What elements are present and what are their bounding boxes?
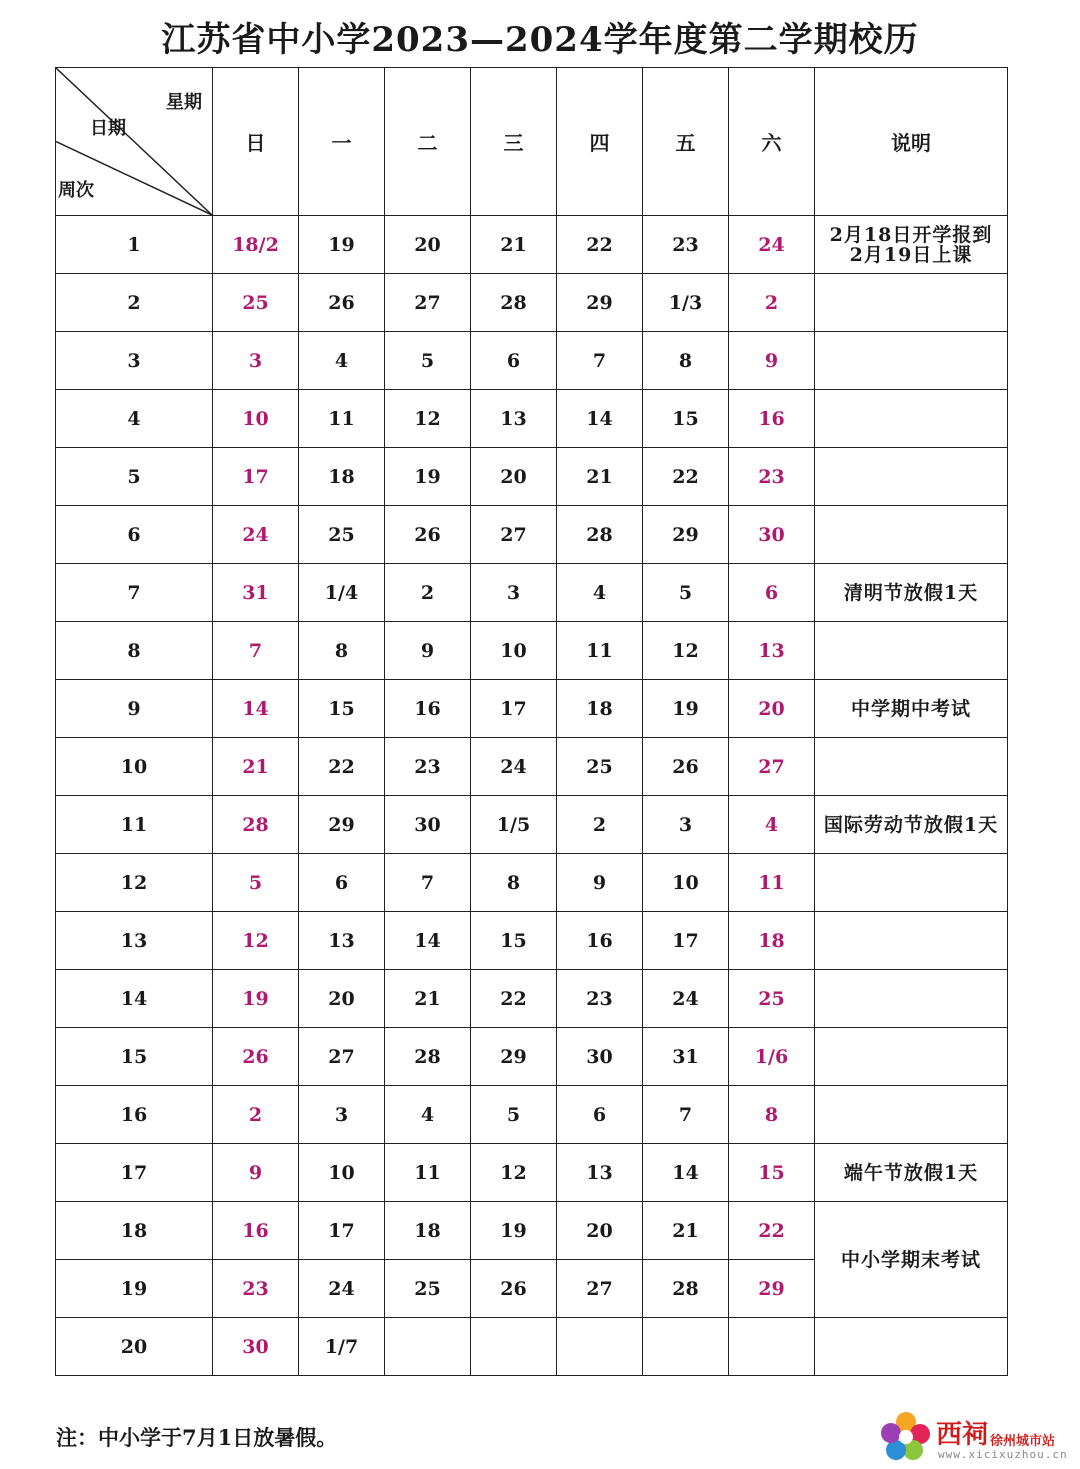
- week-row: [56, 854, 1008, 912]
- date-cell-sat: 20: [729, 680, 815, 738]
- date-cell-fri: 1/3: [643, 274, 729, 332]
- page-title: 江苏省中小学2023—2024学年度第二学期校历: [161, 20, 919, 60]
- date-cell-fri: 22: [643, 448, 729, 506]
- week-number-cell: 9: [56, 680, 213, 738]
- header-day-fri: 五: [643, 68, 729, 216]
- date-cell-sun: 26: [213, 1028, 299, 1086]
- date-cell-thu: 7: [557, 332, 643, 390]
- date-cell-sun: 5: [213, 854, 299, 912]
- flower-logo-icon: [878, 1408, 934, 1464]
- date-cell-sat: 29: [729, 1260, 815, 1318]
- header-day-thu: 四: [557, 68, 643, 216]
- date-cell-sat: [729, 1318, 815, 1376]
- footer-note: 注：中小学于7月1日放暑假。: [56, 1425, 338, 1450]
- week-number-cell: 20: [56, 1318, 213, 1376]
- date-cell-thu: 14: [557, 390, 643, 448]
- date-cell-tue: 12: [385, 390, 471, 448]
- date-cell-wed: 19: [471, 1202, 557, 1260]
- date-cell-mon: 15: [299, 680, 385, 738]
- date-cell-mon: 29: [299, 796, 385, 854]
- date-cell-sun: 30: [213, 1318, 299, 1376]
- date-cell-wed: 29: [471, 1028, 557, 1086]
- date-cell-tue: [385, 1318, 471, 1376]
- watermark: [878, 1408, 1073, 1464]
- week-row: [56, 1086, 1008, 1144]
- date-cell-mon: 4: [299, 332, 385, 390]
- date-cell-sat: 22: [729, 1202, 815, 1260]
- week-number-cell: 17: [56, 1144, 213, 1202]
- date-cell-sat: 24: [729, 216, 815, 274]
- week-row: [56, 796, 1008, 854]
- date-cell-tue: 26: [385, 506, 471, 564]
- date-cell-mon: 1/4: [299, 564, 385, 622]
- date-cell-sat: 9: [729, 332, 815, 390]
- date-cell-fri: 21: [643, 1202, 729, 1260]
- week-row: [56, 448, 1008, 506]
- date-cell-thu: 23: [557, 970, 643, 1028]
- date-cell-tue: 25: [385, 1260, 471, 1318]
- week-number-cell: 1: [56, 216, 213, 274]
- week-number-cell: 8: [56, 622, 213, 680]
- date-cell-mon: 1/7: [299, 1318, 385, 1376]
- week-number-cell: 15: [56, 1028, 213, 1086]
- date-cell-wed: 27: [471, 506, 557, 564]
- date-cell-fri: 5: [643, 564, 729, 622]
- date-cell-wed: 3: [471, 564, 557, 622]
- note-cell: [815, 274, 1008, 332]
- date-cell-mon: 13: [299, 912, 385, 970]
- week-number-cell: 2: [56, 274, 213, 332]
- week-number-cell: 4: [56, 390, 213, 448]
- date-cell-sun: 7: [213, 622, 299, 680]
- week-number-cell: 13: [56, 912, 213, 970]
- date-cell-sun: 23: [213, 1260, 299, 1318]
- note-cell: [815, 1028, 1008, 1086]
- corner-date-label: 日期: [90, 118, 126, 139]
- date-cell-mon: 17: [299, 1202, 385, 1260]
- week-row: [56, 738, 1008, 796]
- date-cell-sat: 27: [729, 738, 815, 796]
- week-number-cell: 14: [56, 970, 213, 1028]
- corner-header-cell: [56, 68, 213, 216]
- date-cell-wed: 22: [471, 970, 557, 1028]
- date-cell-fri: 17: [643, 912, 729, 970]
- note-cell: [815, 506, 1008, 564]
- date-cell-fri: 14: [643, 1144, 729, 1202]
- date-cell-tue: 11: [385, 1144, 471, 1202]
- week-number-cell: 6: [56, 506, 213, 564]
- header-day-sun: 日: [213, 68, 299, 216]
- date-cell-fri: 28: [643, 1260, 729, 1318]
- week-row: [56, 912, 1008, 970]
- date-cell-sat: 15: [729, 1144, 815, 1202]
- week-number-cell: 18: [56, 1202, 213, 1260]
- week-number-cell: 10: [56, 738, 213, 796]
- date-cell-thu: 6: [557, 1086, 643, 1144]
- date-cell-wed: 5: [471, 1086, 557, 1144]
- date-cell-tue: 4: [385, 1086, 471, 1144]
- date-cell-fri: 29: [643, 506, 729, 564]
- date-cell-mon: 11: [299, 390, 385, 448]
- date-cell-wed: [471, 1318, 557, 1376]
- date-cell-thu: [557, 1318, 643, 1376]
- corner-weeknum-label: 周次: [58, 180, 94, 201]
- date-cell-fri: 31: [643, 1028, 729, 1086]
- date-cell-thu: 28: [557, 506, 643, 564]
- date-cell-thu: 18: [557, 680, 643, 738]
- date-cell-sun: 10: [213, 390, 299, 448]
- date-cell-fri: 12: [643, 622, 729, 680]
- date-cell-mon: 6: [299, 854, 385, 912]
- date-cell-mon: 24: [299, 1260, 385, 1318]
- date-cell-wed: 26: [471, 1260, 557, 1318]
- note-line: 2月19日上课: [849, 243, 973, 266]
- date-cell-thu: 2: [557, 796, 643, 854]
- date-cell-tue: 20: [385, 216, 471, 274]
- date-cell-sun: 19: [213, 970, 299, 1028]
- date-cell-tue: 16: [385, 680, 471, 738]
- note-line: 2月18日开学报到: [829, 223, 993, 246]
- date-cell-tue: 30: [385, 796, 471, 854]
- date-cell-fri: 8: [643, 332, 729, 390]
- week-row: [56, 1202, 1008, 1260]
- date-cell-sat: 2: [729, 274, 815, 332]
- week-number-cell: 16: [56, 1086, 213, 1144]
- note-cell: [815, 390, 1008, 448]
- date-cell-sat: 18: [729, 912, 815, 970]
- note-cell: [815, 448, 1008, 506]
- note-cell: [815, 216, 1008, 274]
- date-cell-sun: 28: [213, 796, 299, 854]
- date-cell-tue: 9: [385, 622, 471, 680]
- date-cell-tue: 18: [385, 1202, 471, 1260]
- note-cell: [815, 970, 1008, 1028]
- note-cell: [815, 1318, 1008, 1376]
- date-cell-mon: 18: [299, 448, 385, 506]
- date-cell-sun: 18/2: [213, 216, 299, 274]
- date-cell-mon: 20: [299, 970, 385, 1028]
- date-cell-fri: 10: [643, 854, 729, 912]
- date-cell-wed: 12: [471, 1144, 557, 1202]
- header-day-sat: 六: [729, 68, 815, 216]
- date-cell-thu: 21: [557, 448, 643, 506]
- week-number-cell: 11: [56, 796, 213, 854]
- date-cell-sun: 31: [213, 564, 299, 622]
- note-cell: [815, 1086, 1008, 1144]
- date-cell-sat: 23: [729, 448, 815, 506]
- week-row: [56, 1318, 1008, 1376]
- date-cell-tue: 5: [385, 332, 471, 390]
- note-cell: 中小学期末考试: [815, 1202, 1008, 1318]
- date-cell-fri: 19: [643, 680, 729, 738]
- week-row: [56, 274, 1008, 332]
- date-cell-sun: 12: [213, 912, 299, 970]
- date-cell-thu: 30: [557, 1028, 643, 1086]
- date-cell-wed: 28: [471, 274, 557, 332]
- date-cell-sat: 13: [729, 622, 815, 680]
- week-number-cell: 5: [56, 448, 213, 506]
- date-cell-sat: 16: [729, 390, 815, 448]
- note-cell: [815, 912, 1008, 970]
- date-cell-wed: 21: [471, 216, 557, 274]
- date-cell-fri: 15: [643, 390, 729, 448]
- date-cell-sun: 25: [213, 274, 299, 332]
- date-cell-thu: 4: [557, 564, 643, 622]
- week-row: [56, 390, 1008, 448]
- date-cell-fri: 23: [643, 216, 729, 274]
- date-cell-mon: 27: [299, 1028, 385, 1086]
- week-row: [56, 1144, 1008, 1202]
- header-note: 说明: [815, 68, 1008, 216]
- date-cell-sat: 25: [729, 970, 815, 1028]
- date-cell-wed: 24: [471, 738, 557, 796]
- date-cell-tue: 19: [385, 448, 471, 506]
- week-row: [56, 970, 1008, 1028]
- date-cell-mon: 22: [299, 738, 385, 796]
- watermark-url: www.xicixuzhou.cn: [938, 1448, 1068, 1461]
- date-cell-mon: 3: [299, 1086, 385, 1144]
- date-cell-sun: 14: [213, 680, 299, 738]
- date-cell-sun: 17: [213, 448, 299, 506]
- date-cell-mon: 10: [299, 1144, 385, 1202]
- date-cell-sat: 6: [729, 564, 815, 622]
- date-cell-sat: 1/6: [729, 1028, 815, 1086]
- week-number-cell: 19: [56, 1260, 213, 1318]
- table-header-row: [56, 68, 1008, 216]
- date-cell-wed: 6: [471, 332, 557, 390]
- corner-week-label: 星期: [166, 92, 202, 113]
- date-cell-fri: 3: [643, 796, 729, 854]
- date-cell-tue: 28: [385, 1028, 471, 1086]
- header-day-wed: 三: [471, 68, 557, 216]
- date-cell-sat: 4: [729, 796, 815, 854]
- week-row: [56, 332, 1008, 390]
- date-cell-wed: 1/5: [471, 796, 557, 854]
- week-row: [56, 216, 1008, 274]
- date-cell-thu: 27: [557, 1260, 643, 1318]
- date-cell-thu: 16: [557, 912, 643, 970]
- date-cell-wed: 8: [471, 854, 557, 912]
- date-cell-sun: 3: [213, 332, 299, 390]
- date-cell-tue: 2: [385, 564, 471, 622]
- date-cell-sat: 11: [729, 854, 815, 912]
- date-cell-wed: 17: [471, 680, 557, 738]
- week-row: [56, 1028, 1008, 1086]
- date-cell-wed: 15: [471, 912, 557, 970]
- date-cell-tue: 27: [385, 274, 471, 332]
- week-row: [56, 680, 1008, 738]
- date-cell-sun: 21: [213, 738, 299, 796]
- header-day-mon: 一: [299, 68, 385, 216]
- note-cell: [815, 738, 1008, 796]
- week-row: [56, 506, 1008, 564]
- date-cell-tue: 21: [385, 970, 471, 1028]
- date-cell-mon: 25: [299, 506, 385, 564]
- date-cell-thu: 13: [557, 1144, 643, 1202]
- note-cell: [815, 854, 1008, 912]
- watermark-brand: 西祠: [936, 1420, 989, 1450]
- date-cell-tue: 23: [385, 738, 471, 796]
- date-cell-sat: 8: [729, 1086, 815, 1144]
- date-cell-wed: 13: [471, 390, 557, 448]
- school-calendar-table: [55, 67, 1008, 1376]
- header-day-tue: 二: [385, 68, 471, 216]
- date-cell-thu: 22: [557, 216, 643, 274]
- date-cell-wed: 10: [471, 622, 557, 680]
- date-cell-mon: 26: [299, 274, 385, 332]
- date-cell-thu: 29: [557, 274, 643, 332]
- date-cell-wed: 20: [471, 448, 557, 506]
- watermark-site: 徐州城市站: [990, 1434, 1056, 1449]
- date-cell-sun: 2: [213, 1086, 299, 1144]
- date-cell-thu: 20: [557, 1202, 643, 1260]
- date-cell-thu: 11: [557, 622, 643, 680]
- date-cell-mon: 8: [299, 622, 385, 680]
- note-cell: [815, 332, 1008, 390]
- date-cell-sun: 9: [213, 1144, 299, 1202]
- date-cell-fri: [643, 1318, 729, 1376]
- note-cell: 端午节放假1天: [815, 1144, 1008, 1202]
- week-row: [56, 564, 1008, 622]
- date-cell-sat: 30: [729, 506, 815, 564]
- date-cell-mon: 19: [299, 216, 385, 274]
- date-cell-fri: 26: [643, 738, 729, 796]
- date-cell-fri: 7: [643, 1086, 729, 1144]
- date-cell-thu: 9: [557, 854, 643, 912]
- note-cell: [815, 622, 1008, 680]
- note-cell: 国际劳动节放假1天: [815, 796, 1008, 854]
- week-number-cell: 12: [56, 854, 213, 912]
- week-row: [56, 622, 1008, 680]
- date-cell-tue: 14: [385, 912, 471, 970]
- date-cell-sun: 16: [213, 1202, 299, 1260]
- note-cell: 清明节放假1天: [815, 564, 1008, 622]
- week-number-cell: 3: [56, 332, 213, 390]
- date-cell-fri: 24: [643, 970, 729, 1028]
- date-cell-tue: 7: [385, 854, 471, 912]
- date-cell-sun: 24: [213, 506, 299, 564]
- note-cell: 中学期中考试: [815, 680, 1008, 738]
- week-number-cell: 7: [56, 564, 213, 622]
- date-cell-thu: 25: [557, 738, 643, 796]
